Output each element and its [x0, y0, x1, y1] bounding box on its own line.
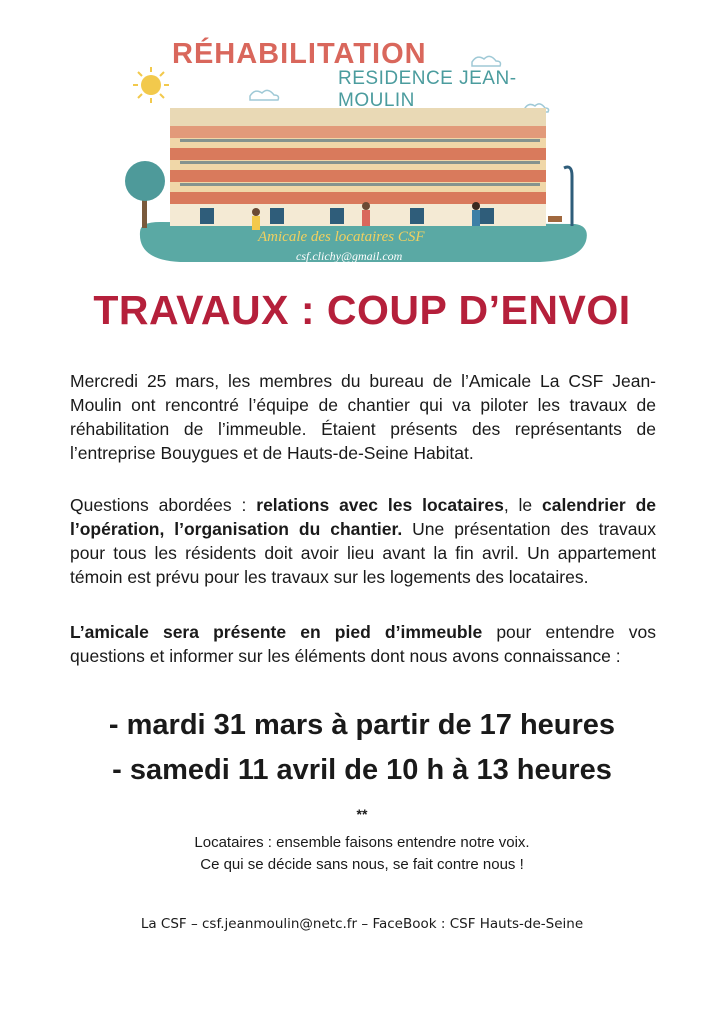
date-line: - mardi 31 mars à partir de 17 heures	[108, 709, 616, 741]
paragraph-presence	[70, 620, 656, 668]
building	[170, 108, 546, 226]
date-line: - samedi 11 avril de 10 h à 13 heures	[112, 754, 612, 786]
tree-icon	[125, 161, 165, 228]
paragraph-questions	[70, 493, 656, 589]
headline: TRAVAUX : COUP D’ENVOI	[93, 287, 631, 333]
illustration-subtitle: RESIDENCE JEAN-MOULIN	[338, 68, 517, 111]
sun-icon	[133, 67, 169, 103]
illustration-email: csf.clichy@gmail.com	[296, 249, 403, 263]
bold-span: calendrier de l’opération, l’organisation du chantier.	[70, 495, 656, 539]
bold-span: relations avec les locataires	[256, 495, 504, 515]
footer-contact: La CSF – csf.jeanmoulin@netc.fr – FaceBook : CSF Hauts-de-Seine	[140, 916, 584, 932]
closing-line: Ce qui se décide sans nous, se fait contre nous !	[200, 856, 524, 873]
illustration-title: RÉHABILITATION	[172, 38, 427, 70]
illustration-amicale: Amicale des locataires CSF	[258, 229, 425, 245]
bold-span: L’amicale sera présente en pied d’immeuble	[70, 622, 483, 642]
paragraph-meeting: Mercredi 25 mars, les membres du bureau de l’Amicale La CSF Jean-Moulin ont rencontré l’équipe de chantier qui va piloter les travaux de réhabilitation de l’immeuble. Étaient présents des représentants de l’entreprise Bouygues et de Hauts-de-Seine Habitat.	[70, 371, 656, 463]
lamp-icon	[564, 167, 572, 226]
closing-line: Locataires : ensemble faisons entendre notre voix.	[194, 834, 530, 851]
text-span: Questions abordées :	[70, 495, 257, 515]
text-span: , le	[503, 495, 543, 515]
text-span: pour entendre vos questions et informer sur les éléments dont nous avons connaissance :	[70, 622, 656, 666]
text-span: Une présentation des travaux pour tous les résidents doit avoir lieu avant la fin avril. Un appartement témoin est prévu pour les travaux sur les logements des locataires.	[70, 519, 656, 587]
separator: **	[356, 806, 368, 822]
